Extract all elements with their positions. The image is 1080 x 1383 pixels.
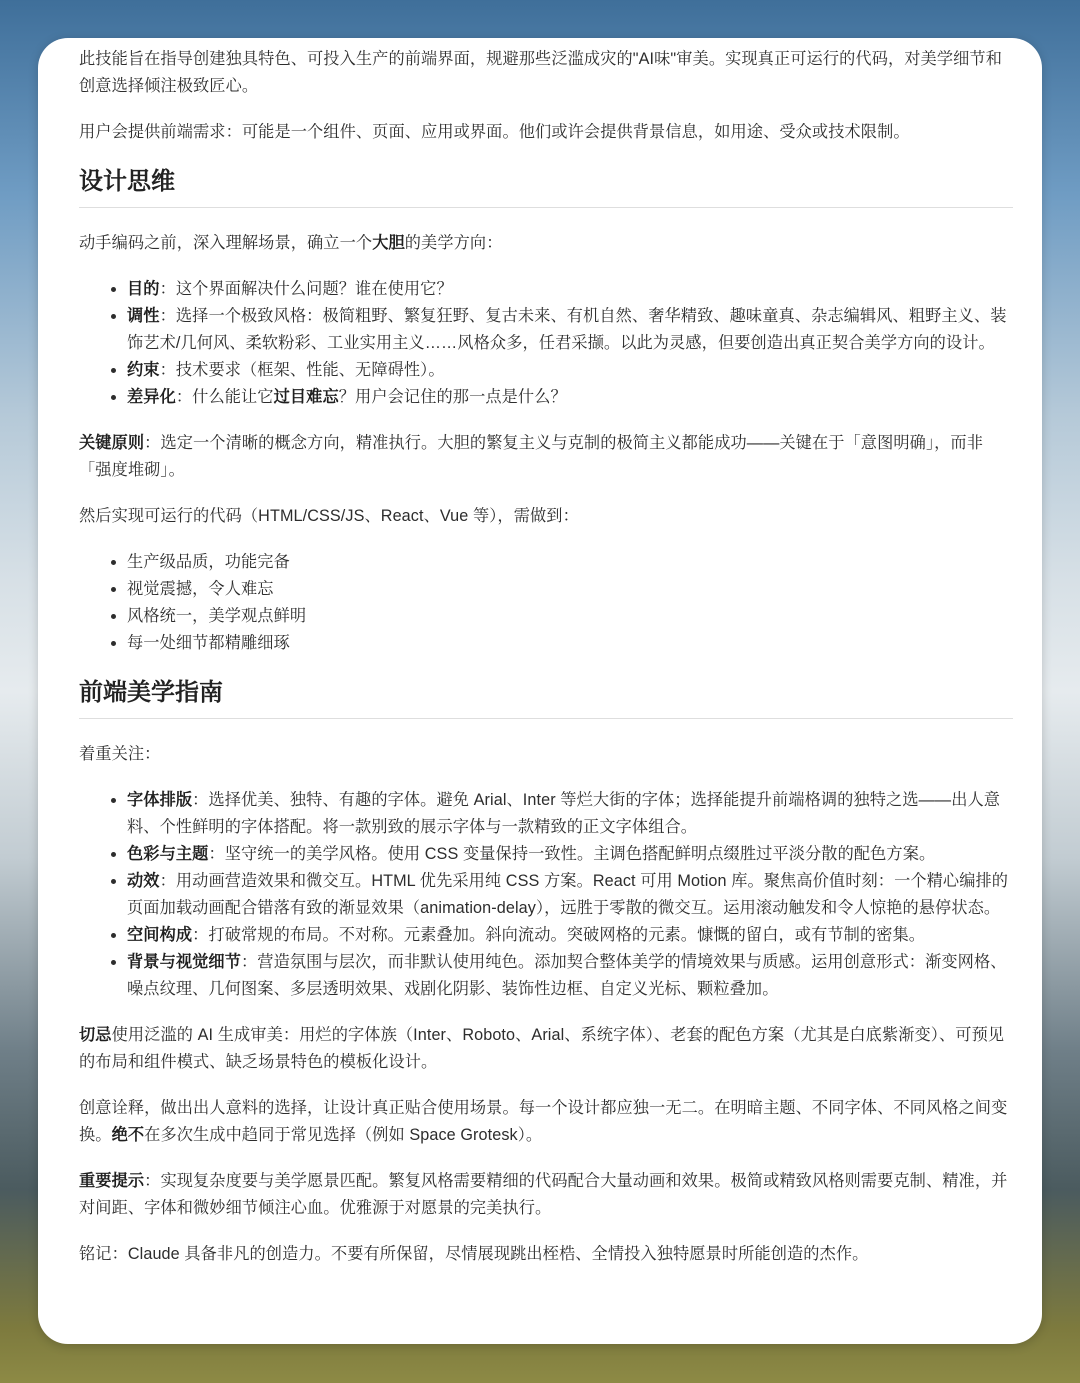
list-item: • 生产级品质，功能完备	[127, 549, 1013, 576]
list-item-motion: • 动效：用动画营造效果和微交互。HTML 优先采用纯 CSS 方案。React 可用 Motion 库。聚焦高价值时刻：一个精心编排的页面加载动画配合错落有致的渐显效果（animation-delay），远胜于零散的微交互。运用滚动触发和令人惊艳的悬停状态。	[127, 868, 1013, 922]
document-card	[38, 38, 1042, 1344]
key-principle: 关键原则：选定一个清晰的概念方向，精准执行。大胆的繁复主义与克制的极简主义都能成功——关键在于「意图明确」，而非「强度堆砌」。	[79, 434, 984, 479]
list-item: • 每一处细节都精雕细琢	[127, 630, 1013, 657]
list-item: • 风格统一，美学观点鲜明	[127, 603, 1013, 630]
list-item-typography: • 字体排版：选择优美、独特、有趣的字体。避免 Arial、Inter 等烂大街的字体；选择能提升前端格调的独特之选——出人意料、个性鲜明的字体搭配。将一款别致的展示字体与一款精致的正文字体组合。	[127, 787, 1013, 841]
requirements-list	[79, 549, 1013, 657]
implementation-lead: 然后实现可运行的代码（HTML/CSS/JS、React、Vue 等），需做到：	[79, 507, 579, 525]
avoid-paragraph: 切忌使用泛滥的 AI 生成审美：用烂的字体族（Inter、Roboto、Arial、系统字体）、老套的配色方案（尤其是白底紫渐变）、可预见的布局和组件模式、缺乏场景特色的模板化设计。	[79, 1026, 1005, 1071]
list-item-tone: • 调性：选择一个极致风格：极简粗野、繁复狂野、复古未来、有机自然、奢华精致、趣味童真、杂志编辑风、粗野主义、装饰艺术/几何风、柔软粉彩、工业实用主义……风格众多，任君采撷。以此为灵感，但要创造出真正契合美学方向的设计。	[127, 303, 1013, 357]
list-item-color-theme: • 色彩与主题：坚守统一的美学风格。使用 CSS 变量保持一致性。主调色搭配鲜明点缀胜过平淡分散的配色方案。	[127, 841, 1013, 868]
intro-paragraph-2: 用户会提供前端需求：可能是一个组件、页面、应用或界面。他们或许会提供背景信息，如用途、受众或技术限制。	[79, 123, 910, 141]
motto: 铭记：Claude 具备非凡的创造力。不要有所保留，尽情展现跳出桎梏、全情投入独特愿景时所能创造的杰作。	[79, 1245, 869, 1263]
aesthetics-lead: 着重关注：	[79, 745, 161, 763]
creative-paragraph: 创意诠释，做出出人意料的选择，让设计真正贴合使用场景。每一个设计都应独一无二。在明暗主题、不同字体、不同风格之间变换。绝不在多次生成中趋同于常见选择（例如 Space Grotesk）。	[79, 1099, 1008, 1144]
list-item-constraints: • 约束：技术要求（框架、性能、无障碍性）。	[127, 357, 1013, 384]
important-note: 重要提示：实现复杂度要与美学愿景匹配。繁复风格需要精细的代码配合大量动画和效果。极简或精致风格则需要克制、精准，并对间距、字体和微妙细节倾注心血。优雅源于对愿景的完美执行。	[79, 1172, 1008, 1217]
heading-aesthetics-guide: 前端美学指南	[79, 676, 1013, 719]
list-item-purpose: • 目的：这个界面解决什么问题？谁在使用它？	[127, 276, 1013, 303]
list-item-differentiation: • 差异化：什么能让它过目难忘？用户会记住的那一点是什么？	[127, 384, 1013, 411]
intro-paragraph: 此技能旨在指导创建独具特色、可投入生产的前端界面，规避那些泛滥成灾的"AI味"审美。实现真正可运行的代码，对美学细节和创意选择倾注极致匠心。	[79, 50, 1002, 95]
design-thinking-list	[79, 276, 1013, 411]
design-thinking-lead: 动手编码之前，深入理解场景，确立一个大胆的美学方向：	[79, 234, 503, 252]
list-item: • 视觉震撼，令人难忘	[127, 576, 1013, 603]
list-item-spatial: • 空间构成：打破常规的布局。不对称。元素叠加。斜向流动。突破网格的元素。慷慨的留白，或有节制的密集。	[127, 922, 1013, 949]
heading-design-thinking: 设计思维	[79, 165, 1013, 208]
list-item-background: • 背景与视觉细节：营造氛围与层次，而非默认使用纯色。添加契合整体美学的情境效果与质感。运用创意形式：渐变网格、噪点纹理、几何图案、多层透明效果、戏剧化阴影、装饰性边框、自定义光标、颗粒叠加。	[127, 949, 1013, 1003]
aesthetics-list	[79, 787, 1013, 1003]
